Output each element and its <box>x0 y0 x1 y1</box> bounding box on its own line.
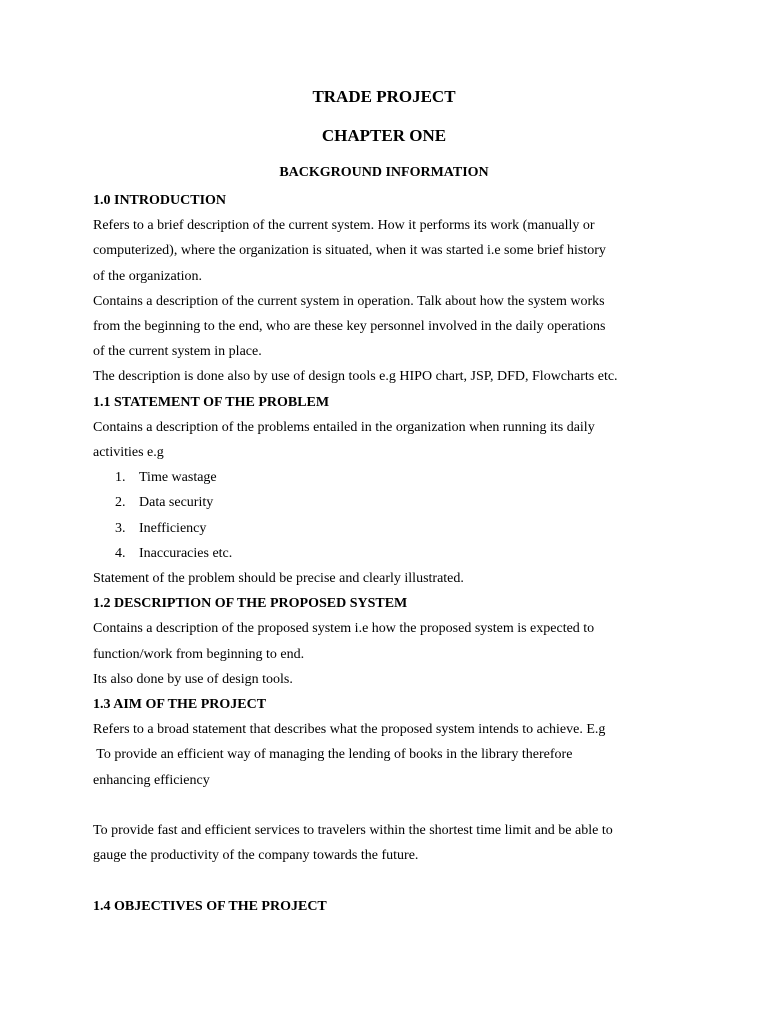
aim-heading: 1.3 AIM OF THE PROJECT <box>93 697 267 713</box>
paragraph-line: computerized), where the organization is situated, when it was started i.e some brief history <box>93 243 606 259</box>
paragraph-line: enhancing efficiency <box>93 772 210 788</box>
paragraph-line: To provide an efficient way of managing the lending of books in the library therefore <box>93 747 573 763</box>
blank-line <box>93 868 693 893</box>
paragraph-line: of the organization. <box>93 268 202 284</box>
paragraph-line: of the current system in place. <box>93 344 262 360</box>
paragraph-line: The description is done also by use of design tools e.g HIPO chart, JSP, DFD, Flowcharts etc. <box>93 369 618 385</box>
paragraph-line: Statement of the problem should be precise and clearly illustrated. <box>93 571 464 587</box>
chapter-heading: CHAPTER ONE <box>321 126 447 145</box>
objectives-heading: 1.4 OBJECTIVES OF THE PROJECT <box>93 898 327 914</box>
paragraph-line: Contains a description of the current system in operation. Talk about how the system works <box>93 293 605 309</box>
document-body <box>93 188 693 919</box>
paragraph-line: Contains a description of the problems entailed in the organization when running its daily <box>93 419 595 435</box>
list-number: 3. <box>115 520 126 536</box>
problem-heading: 1.1 STATEMENT OF THE PROBLEM <box>93 394 330 410</box>
paragraph-line: gauge the productivity of the company towards the future. <box>93 848 419 864</box>
list-item <box>93 516 693 541</box>
list-number: 1. <box>115 470 126 486</box>
list-number: 4. <box>115 545 126 561</box>
section-subtitle: BACKGROUND INFORMATION <box>279 165 489 180</box>
document-title: TRADE PROJECT <box>312 87 456 106</box>
paragraph-line: from the beginning to the end, who are these key personnel involved in the daily operations <box>93 319 606 335</box>
paragraph-line: function/work from beginning to end. <box>93 646 305 662</box>
paragraph-line: To provide fast and efficient services to travelers within the shortest time limit and be able to <box>93 823 613 839</box>
list-number: 2. <box>115 495 126 511</box>
list-text: Data security <box>139 495 214 511</box>
paragraph-line: Its also done by use of design tools. <box>93 671 293 687</box>
list-item <box>93 465 693 490</box>
paragraph-line: Contains a description of the proposed system i.e how the proposed system is expected to <box>93 621 595 637</box>
paragraph-line: activities e.g <box>93 445 164 461</box>
intro-heading: 1.0 INTRODUCTION <box>93 193 227 208</box>
blank-line <box>93 793 693 818</box>
list-text: Inaccuracies etc. <box>139 545 233 561</box>
list-item <box>93 541 693 566</box>
list-text: Inefficiency <box>139 520 207 536</box>
list-text: Time wastage <box>139 470 217 486</box>
list-item <box>93 490 693 515</box>
paragraph-line: Refers to a broad statement that describes what the proposed system intends to achieve. E.g <box>93 722 606 738</box>
proposed-heading: 1.2 DESCRIPTION OF THE PROPOSED SYSTEM <box>93 596 408 612</box>
paragraph-line: Refers to a brief description of the current system. How it performs its work (manually or <box>93 218 595 234</box>
